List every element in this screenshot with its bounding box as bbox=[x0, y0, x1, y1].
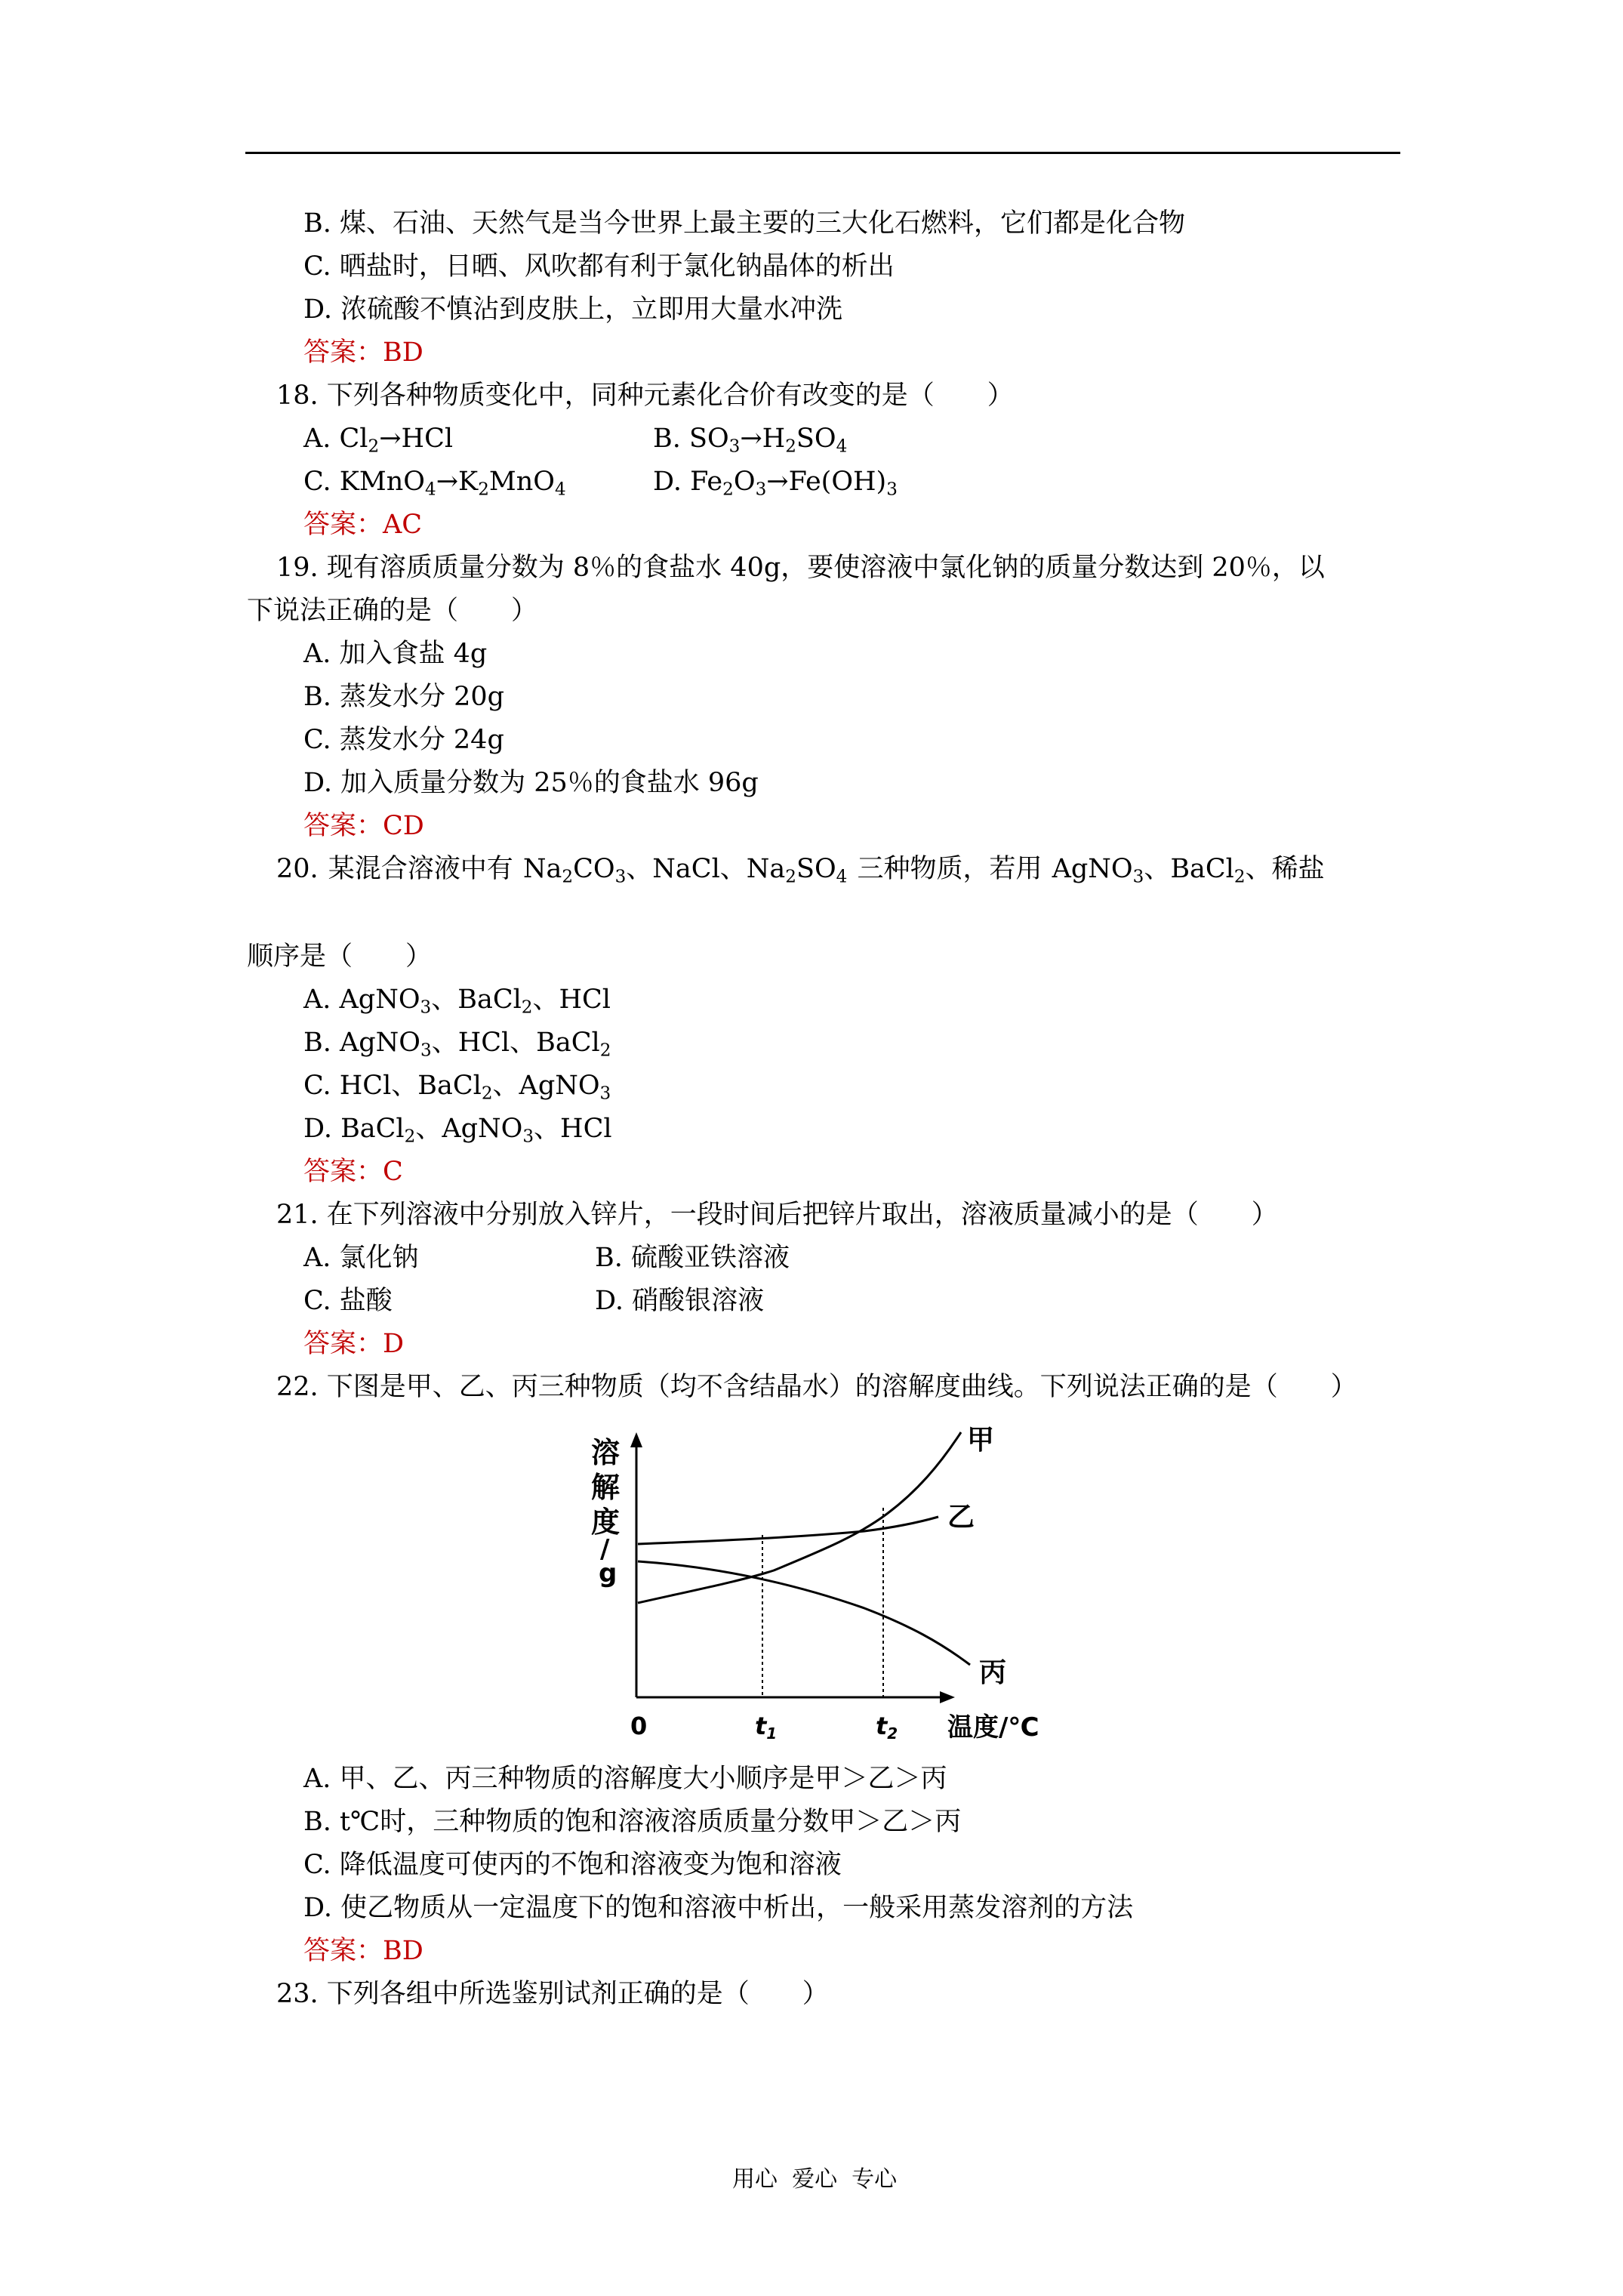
q23-stem: 23. 下列各组中所选鉴别试剂正确的是（ ） bbox=[276, 1979, 829, 2009]
series-curve-bing bbox=[638, 1561, 970, 1665]
q20-answer: 答案：C bbox=[303, 1157, 403, 1187]
y-label-char-2: 解 bbox=[591, 1471, 621, 1504]
q21-option-c: C. 盐酸 bbox=[303, 1286, 393, 1316]
q20-option-b: B. AgNO$_3$、HCl、BaCl$_2$ bbox=[303, 1028, 611, 1061]
q20-option-c: C. HCl、BaCl$_2$、AgNO$_3$ bbox=[303, 1071, 611, 1104]
x-axis-label: 温度/℃ bbox=[947, 1712, 1039, 1743]
answer-value: BD bbox=[383, 337, 423, 368]
x-axis-arrow bbox=[940, 1691, 955, 1703]
q22-stem: 22. 下图是甲、乙、丙三种物质（均不含结晶水）的溶解度曲线。下列说法正确的是（ ） bbox=[276, 1372, 1357, 1402]
series-curve-jia bbox=[638, 1432, 961, 1603]
y-label-unit: g bbox=[599, 1558, 617, 1589]
tick-label-t2: t2 bbox=[876, 1712, 898, 1743]
q22-option-c: C. 降低温度可使丙的不饱和溶液变为饱和溶液 bbox=[303, 1850, 842, 1880]
q20-option-d: D. BaCl$_2$、AgNO$_3$、HCl bbox=[303, 1114, 612, 1147]
q19-option-b: B. 蒸发水分 20g bbox=[303, 682, 505, 712]
q18-option-b: B. $SO_3\to H_2SO_4$ bbox=[653, 424, 848, 457]
q19-option-d: D. 加入质量分数为 25％的食盐水 96g bbox=[303, 768, 759, 798]
q21-stem: 21. 在下列溶液中分别放入锌片，一段时间后把锌片取出，溶液质量减小的是（ ） bbox=[276, 1200, 1278, 1230]
q21-option-a: A. 氯化钠 bbox=[303, 1243, 419, 1273]
q19-option-a: A. 加入食盐 4g bbox=[303, 639, 488, 669]
q22-answer: 答案：BD bbox=[303, 1936, 423, 1966]
series-label-yi: 乙 bbox=[947, 1502, 975, 1533]
series-curve-yi bbox=[638, 1517, 938, 1544]
page-footer: 用心 爱心 专心 bbox=[732, 2166, 898, 2193]
q21-option-d: D. 硝酸银溶液 bbox=[595, 1286, 765, 1316]
origin-label: 0 bbox=[630, 1712, 648, 1740]
y-label-char-3: 度 bbox=[591, 1505, 621, 1539]
y-label-char-1: 溶 bbox=[591, 1436, 621, 1469]
series-label-bing: 丙 bbox=[979, 1657, 1007, 1688]
q20-option-a: A. AgNO$_3$、BaCl$_2$、HCl bbox=[303, 985, 611, 1018]
q18-option-d: D. $Fe_2O_3\to Fe(OH)_3$ bbox=[653, 467, 898, 500]
q19-stem-line1: 19. 现有溶质质量分数为 8％的食盐水 40g，要使溶液中氯化钠的质量分数达到 20％，以 bbox=[276, 553, 1325, 583]
series-label-jia: 甲 bbox=[967, 1425, 995, 1456]
q19-option-c: C. 蒸发水分 24g bbox=[303, 725, 504, 755]
q20-stem-line1: 20. 某混合溶液中有 $Na_2CO_3$、NaCl、$Na_2SO_4$ 三种物质，若用 AgNO$_3$、BaCl$_2$、稀盐 bbox=[276, 854, 1325, 887]
q18-option-a: A. $Cl_2\to HCl$ bbox=[303, 424, 454, 457]
answer-prev bbox=[303, 337, 423, 368]
q18-option-c: C. $KMnO_4\to K_2MnO_4$ bbox=[303, 467, 566, 500]
header-rule bbox=[245, 152, 1400, 154]
q20-stem-line2: 顺序是（ ） bbox=[247, 942, 433, 972]
q19-stem-line2: 下说法正确的是（ ） bbox=[247, 596, 538, 626]
tick-label-t1: t1 bbox=[755, 1712, 778, 1743]
option-d-prev: D. 浓硫酸不慎沾到皮肤上，立即用大量水冲洗 bbox=[303, 294, 843, 325]
q22-option-b: B. t℃时，三种物质的饱和溶液溶质质量分数甲＞乙＞丙 bbox=[303, 1807, 962, 1837]
y-label-slash: / bbox=[600, 1534, 610, 1564]
q21-option-b: B. 硫酸亚铁溶液 bbox=[595, 1243, 790, 1273]
answer-label: 答案： bbox=[303, 337, 383, 368]
y-axis-arrow bbox=[630, 1432, 642, 1447]
q22-option-a: A. 甲、乙、丙三种物质的溶解度大小顺序是甲＞乙＞丙 bbox=[303, 1764, 947, 1794]
solubility-chart bbox=[562, 1423, 1061, 1748]
option-b-prev: B. 煤、石油、天然气是当今世界上最主要的三大化石燃料，它们都是化合物 bbox=[303, 208, 1185, 239]
q21-answer: 答案：D bbox=[303, 1329, 405, 1359]
option-c-prev: C. 晒盐时，日晒、风吹都有利于氯化钠晶体的析出 bbox=[303, 251, 895, 282]
q18-answer: 答案：AC bbox=[303, 510, 423, 540]
q18-stem: 18. 下列各种物质变化中，同种元素化合价有改变的是（ ） bbox=[276, 381, 1014, 411]
q19-answer: 答案：CD bbox=[303, 811, 424, 841]
q22-option-d: D. 使乙物质从一定温度下的饱和溶液中析出，一般采用蒸发溶剂的方法 bbox=[303, 1893, 1134, 1923]
